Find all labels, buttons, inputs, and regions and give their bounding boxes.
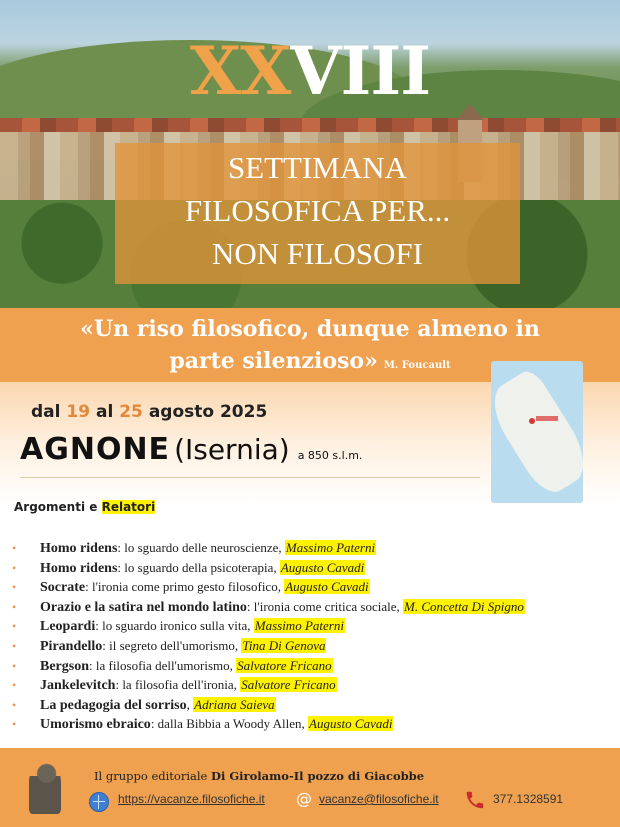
divider bbox=[20, 477, 480, 478]
topic-description: : lo sguardo delle neuroscienze, bbox=[117, 540, 285, 555]
list-item bbox=[12, 597, 612, 617]
statue-logo bbox=[29, 762, 61, 814]
phone-icon bbox=[464, 789, 486, 811]
bullet-icon: • bbox=[12, 658, 17, 673]
topic-description: : lo sguardo ironico sulla vita, bbox=[95, 618, 254, 634]
topics-header bbox=[14, 500, 155, 514]
footer bbox=[0, 748, 620, 827]
topics-list bbox=[12, 538, 612, 734]
edition-number bbox=[0, 32, 620, 110]
bullet-icon: • bbox=[12, 697, 17, 712]
bullet-icon: • bbox=[12, 580, 17, 595]
topic-speaker: Massimo Paterni bbox=[285, 540, 376, 555]
topic-speaker: Tina Di Genova bbox=[242, 637, 326, 653]
dates-month-year: agosto 2025 bbox=[148, 402, 268, 422]
bullet-icon: • bbox=[12, 717, 17, 732]
edition-number-gold: XX bbox=[189, 32, 291, 110]
bullet-icon: • bbox=[12, 541, 17, 555]
location-city: AGNONE bbox=[20, 432, 171, 467]
topic-title: Jankelevitch bbox=[40, 678, 116, 694]
event-location bbox=[20, 432, 362, 467]
bullet-icon: • bbox=[12, 619, 17, 634]
location-altitude: a 850 s.l.m. bbox=[297, 449, 363, 462]
globe-icon bbox=[89, 792, 109, 812]
topic-description: : la filosofia dell'ironia, bbox=[115, 677, 241, 693]
topic-description: : il segreto dell'umorismo, bbox=[102, 637, 242, 653]
topic-description: : lo sguardo della psicoterapia, bbox=[117, 559, 280, 575]
topic-description: : l'ironia come critica sociale, bbox=[246, 598, 403, 614]
list-item bbox=[12, 636, 612, 656]
at-icon: @ bbox=[296, 789, 312, 808]
list-item bbox=[12, 714, 612, 734]
list-item bbox=[12, 656, 612, 676]
list-item bbox=[12, 558, 612, 578]
topic-speaker: Salvatore Fricano bbox=[237, 657, 332, 673]
topic-speaker: Augusto Cavadi bbox=[309, 716, 393, 732]
topic-description: , bbox=[186, 696, 194, 712]
topic-speaker: Augusto Cavadi bbox=[280, 559, 365, 575]
event-title-line-2: FILOSOFICA PER... bbox=[184, 193, 451, 228]
event-dates bbox=[31, 402, 267, 422]
publisher-name: Di Girolamo-Il pozzo di Giacobbe bbox=[211, 769, 425, 783]
topic-title: Leopardi bbox=[40, 619, 96, 635]
website-url[interactable]: https://vacanze.filosofiche.it bbox=[118, 792, 265, 806]
topic-description: : dalla Bibbia a Woody Allen, bbox=[150, 716, 309, 732]
quote-line-1: «Un riso filosofico, dunque almeno in bbox=[80, 316, 540, 342]
event-title-box bbox=[115, 143, 520, 284]
topic-speaker: Massimo Paterni bbox=[254, 618, 344, 634]
topic-speaker: Salvatore Fricano bbox=[241, 677, 336, 693]
topic-title: Socrate bbox=[40, 580, 86, 596]
topic-title: La pedagogia del sorriso bbox=[40, 697, 187, 713]
topic-speaker: Adriana Saieva bbox=[194, 696, 275, 712]
topic-speaker: M. Concetta Di Spigno bbox=[404, 598, 524, 614]
event-title-line-1: SETTIMANA bbox=[227, 150, 408, 185]
town-roofs bbox=[0, 118, 620, 132]
dates-to-day: 25 bbox=[119, 402, 143, 422]
list-item bbox=[12, 695, 612, 715]
topic-speaker: Augusto Cavadi bbox=[285, 579, 369, 595]
dates-to-word: al bbox=[95, 402, 114, 422]
topic-title: Homo ridens bbox=[40, 541, 118, 556]
topic-title: Orazio e la satira nel mondo latino bbox=[40, 599, 247, 615]
topic-title: Bergson bbox=[40, 658, 89, 674]
email-link[interactable] bbox=[319, 792, 439, 806]
topics-header-speakers: Relatori bbox=[101, 500, 156, 514]
publisher-prefix: Il gruppo editoriale bbox=[94, 769, 212, 783]
topic-description: : l'ironia come primo gesto filosofico, bbox=[85, 579, 285, 595]
quote-line-2: parte silenzioso» bbox=[169, 348, 378, 374]
bullet-icon: • bbox=[12, 638, 17, 653]
topic-title: Pirandello bbox=[40, 638, 103, 654]
map-pin-icon bbox=[529, 418, 535, 424]
phone-number[interactable] bbox=[493, 792, 563, 806]
topic-title: Umorismo ebraico bbox=[40, 717, 151, 733]
list-item bbox=[12, 675, 612, 695]
phone-text[interactable]: 377.1328591 bbox=[493, 792, 564, 806]
bullet-icon: • bbox=[12, 678, 17, 693]
quote-author: M. Foucault bbox=[383, 360, 451, 371]
topic-title: Homo ridens bbox=[40, 560, 118, 576]
topic-description: : la filosofia dell'umorismo, bbox=[89, 657, 237, 673]
bullet-icon: • bbox=[12, 599, 17, 614]
publisher bbox=[94, 769, 424, 783]
event-title-line-3: NON FILOSOFI bbox=[212, 236, 423, 271]
dates-from-day: 19 bbox=[66, 402, 91, 422]
location-province: (Isernia) bbox=[174, 433, 290, 466]
edition-number-white: VIII bbox=[290, 32, 431, 110]
email-address[interactable]: vacanze@filosofiche.it bbox=[319, 792, 439, 806]
website-link[interactable] bbox=[118, 792, 265, 806]
bullet-icon: • bbox=[12, 560, 17, 575]
dates-from-word: dal bbox=[31, 402, 61, 422]
map-pin-marker bbox=[536, 416, 558, 421]
list-item bbox=[12, 538, 612, 558]
list-item bbox=[12, 616, 612, 636]
list-item bbox=[12, 577, 612, 597]
location-map bbox=[491, 361, 583, 503]
topics-header-label: Argomenti e bbox=[14, 500, 102, 514]
